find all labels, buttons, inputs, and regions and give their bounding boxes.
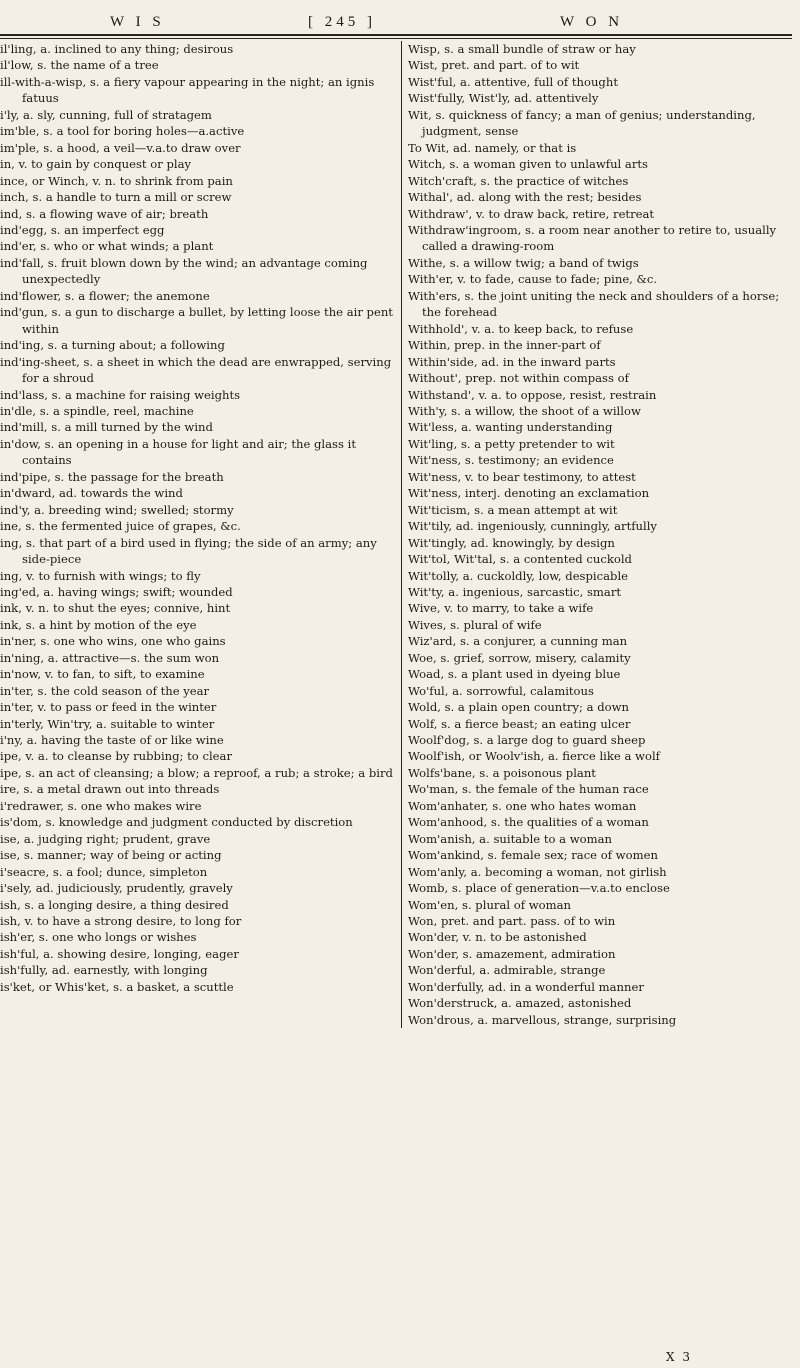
dictionary-entry: Wom'anhood, s. the qualities of a woman (408, 815, 649, 830)
dictionary-entry: in'terly, Win'try, a. suitable to winter (0, 716, 215, 731)
dictionary-entry: ill-with-a-wisp, s. a fiery vapour appearing in the night; an ignis fatuus (0, 74, 375, 106)
dictionary-entry: ing, v. to furnish with wings; to fly (0, 568, 201, 583)
dictionary-entry: Woolf'ish, or Woolv'ish, a. fierce like a wolf (408, 749, 660, 764)
page-number: [ 245 ] (308, 14, 376, 30)
dictionary-entry: ind'lass, s. a machine for raising weights (0, 387, 241, 402)
dictionary-entry: ing'ed, a. having wings; swift; wounded (0, 584, 233, 599)
entry-columns (0, 41, 792, 1028)
dictionary-entry: Wives, s. plural of wife (408, 617, 542, 632)
dictionary-entry: Withdraw'ingroom, s. a room near another to retire to, usually called a drawing-room (408, 222, 777, 254)
dictionary-entry: Womb, s. place of generation—v.a.to enclose (408, 881, 670, 896)
dictionary-entry: ipe, v. a. to cleanse by rubbing; to clear (0, 749, 232, 764)
dictionary-entry: i'sely, ad. judiciously, prudently, gravely (0, 881, 233, 896)
dictionary-entry: Without', prep. not within compass of (408, 371, 629, 386)
dictionary-entry: in'ter, v. to pass or feed in the winter (0, 700, 217, 715)
dictionary-entry: is'ket, or Whis'ket, s. a basket, a scuttle (0, 979, 234, 994)
dictionary-entry: Wit'ling, s. a petty pretender to wit (408, 436, 615, 451)
dictionary-entry: in'dward, ad. towards the wind (0, 486, 183, 501)
dictionary-entry: ind'er, s. who or what winds; a plant (0, 239, 214, 254)
dictionary-entry: ish'ful, a. showing desire, longing, eager (0, 946, 239, 961)
dictionary-entry: ind'fall, s. fruit blown down by the wind; an advantage coming unexpectedly (0, 255, 368, 287)
dictionary-entry: i'redrawer, s. one who makes wire (0, 798, 202, 813)
dictionary-entry: Within'side, ad. in the inward parts (408, 354, 616, 369)
dictionary-entry: Withdraw', v. to draw back, retire, retreat (408, 206, 655, 221)
dictionary-entry: Witch'craft, s. the practice of witches (408, 173, 629, 188)
dictionary-entry: Wolf, s. a fierce beast; an eating ulcer (408, 716, 631, 731)
dictionary-entry: ink, v. n. to shut the eyes; connive, hint (0, 601, 231, 616)
dictionary-entry: Withal', ad. along with the rest; besides (408, 190, 642, 205)
dictionary-entry: Won'der, s. amazement, admiration (408, 946, 616, 961)
dictionary-entry: in'ning, a. attractive—s. the sum won (0, 650, 220, 665)
dictionary-entry: Wom'anhater, s. one who hates woman (408, 798, 637, 813)
dictionary-entry: ish'fully, ad. earnestly, with longing (0, 963, 208, 978)
dictionary-entry: Won'der, v. n. to be astonished (408, 930, 587, 945)
dictionary-entry: ind'pipe, s. the passage for the breath (0, 469, 224, 484)
dictionary-entry: in'dow, s. an opening in a house for light and air; the glass it contains (0, 436, 356, 468)
dictionary-entry: Withstand', v. a. to oppose, resist, restrain (408, 387, 657, 402)
dictionary-entry: ind'ing-sheet, s. a sheet in which the dead are enwrapped, serving for a shroud (0, 354, 392, 386)
dictionary-entry: ire, s. a metal drawn out into threads (0, 782, 220, 797)
dictionary-entry: ise, a. judging right; prudent, grave (0, 831, 211, 846)
dictionary-entry: Wit'tol, Wit'tal, s. a contented cuckold (408, 552, 632, 567)
header-right-guide-word: W O N (560, 14, 624, 30)
dictionary-entry: Wit'tily, ad. ingeniously, cunningly, artfully (408, 519, 657, 534)
dictionary-entry: Wit'ness, s. testimony; an evidence (408, 453, 614, 468)
dictionary-entry: Wit'tolly, a. cuckoldly, low, despicable (408, 568, 629, 583)
header-left-guide-word: W I S (110, 14, 165, 30)
dictionary-entry: in, v. to gain by conquest or play (0, 157, 192, 172)
dictionary-entry: With'y, s. a willow, the shoot of a willow (408, 403, 641, 418)
dictionary-entry: Withe, s. a willow twig; a band of twigs (408, 255, 639, 270)
dictionary-entry: With'ers, s. the joint uniting the neck and shoulders of a horse; the forehead (408, 288, 780, 320)
dictionary-entry: Woolf'dog, s. a large dog to guard sheep (408, 733, 646, 748)
dictionary-entry: Wist, pret. and part. of to wit (408, 58, 580, 73)
dictionary-entry: ince, or Winch, v. n. to shrink from pain (0, 173, 233, 188)
dictionary-entry: in'ner, s. one who wins, one who gains (0, 634, 226, 649)
dictionary-entry: ish'er, s. one who longs or wishes (0, 930, 197, 945)
dictionary-entry: To Wit, ad. namely, or that is (408, 140, 577, 155)
signature-mark: X 3 (666, 1350, 692, 1364)
dictionary-entry: ise, s. manner; way of being or acting (0, 848, 222, 863)
dictionary-entry: Withhold', v. a. to keep back, to refuse (408, 321, 634, 336)
dictionary-entry: Wit'less, a. wanting understanding (408, 420, 613, 435)
dictionary-entry: Won'derfully, ad. in a wonderful manner (408, 979, 644, 994)
dictionary-entry: Wit, s. quickness of fancy; a man of genius; understanding, judgment, sense (408, 107, 756, 139)
dictionary-entry: in'ter, s. the cold season of the year (0, 683, 210, 698)
dictionary-entry: ish, s. a longing desire, a thing desired (0, 897, 229, 912)
dictionary-entry: ish, v. to have a strong desire, to long for (0, 914, 242, 929)
dictionary-entry: Wom'anish, a. suitable to a woman (408, 831, 613, 846)
left-column (0, 41, 402, 1028)
dictionary-entry: ind'flower, s. a flower; the anemone (0, 288, 210, 303)
dictionary-entry: in'now, v. to fan, to sift, to examine (0, 667, 205, 682)
dictionary-entry: im'ple, s. a hood, a veil—v.a.to draw over (0, 140, 241, 155)
right-column (402, 41, 792, 1028)
dictionary-entry: in'dle, s. a spindle, reel, machine (0, 403, 194, 418)
running-header (0, 10, 792, 34)
dictionary-entry: Won'derstruck, a. amazed, astonished (408, 996, 632, 1011)
dictionary-entry: Won'drous, a. marvellous, strange, surprising (408, 1012, 677, 1027)
dictionary-entry: i'ly, a. sly, cunning, full of stratagem (0, 107, 212, 122)
dictionary-entry: Wist'fully, Wist'ly, ad. attentively (408, 91, 599, 106)
dictionary-entry: Wo'ful, a. sorrowful, calamitous (408, 683, 594, 698)
dictionary-entry: Wist'ful, a. attentive, full of thought (408, 74, 618, 89)
dictionary-entry: ind'egg, s. an imperfect egg (0, 222, 165, 237)
dictionary-entry: Woad, s. a plant used in dyeing blue (408, 667, 621, 682)
dictionary-entry: is'dom, s. knowledge and judgment conducted by discretion (0, 815, 353, 830)
dictionary-entry: Wiz'ard, s. a conjurer, a cunning man (408, 634, 628, 649)
dictionary-entry: ipe, s. an act of cleansing; a blow; a reproof, a rub; a stroke; a bird (0, 765, 393, 780)
dictionary-entry: With'er, v. to fade, cause to fade; pine, &c. (408, 272, 658, 287)
dictionary-entry: im'ble, s. a tool for boring holes—a.active (0, 124, 245, 139)
dictionary-entry: Won'derful, a. admirable, strange (408, 963, 606, 978)
dictionary-entry: Wit'ness, v. to bear testimony, to attest (408, 469, 636, 484)
dictionary-entry: Wit'ty, a. ingenious, sarcastic, smart (408, 584, 622, 599)
dictionary-entry: Woe, s. grief, sorrow, misery, calamity (408, 650, 631, 665)
dictionary-entry: Within, prep. in the inner-part of (408, 338, 601, 353)
dictionary-entry: inch, s. a handle to turn a mill or screw (0, 190, 232, 205)
dictionary-entry: Wive, v. to marry, to take a wife (408, 601, 594, 616)
dictionary-entry: Wolfs'bane, s. a poisonous plant (408, 765, 596, 780)
dictionary-entry: il'ling, a. inclined to any thing; desirous (0, 42, 234, 56)
dictionary-entry: Wisp, s. a small bundle of straw or hay (408, 42, 636, 56)
dictionary-entry: Wom'en, s. plural of woman (408, 897, 571, 912)
dictionary-entry: Wit'ness, interj. denoting an exclamation (408, 486, 650, 501)
dictionary-entry: ind'mill, s. a mill turned by the wind (0, 420, 213, 435)
dictionary-entry: ink, s. a hint by motion of the eye (0, 617, 197, 632)
dictionary-entry: ind'y, a. breeding wind; swelled; stormy (0, 502, 234, 517)
dictionary-entry: i'ny, a. having the taste of or like wine (0, 733, 224, 748)
header-rule (0, 34, 792, 39)
dictionary-entry: ind'ing, s. a turning about; a following (0, 338, 225, 353)
dictionary-entry: ine, s. the fermented juice of grapes, &c. (0, 519, 241, 534)
dictionary-entry: ind, s. a flowing wave of air; breath (0, 206, 209, 221)
dictionary-entry: Wit'ticism, s. a mean attempt at wit (408, 502, 618, 517)
dictionary-entry: Wom'ankind, s. female sex; race of women (408, 848, 658, 863)
dictionary-entry: il'low, s. the name of a tree (0, 58, 159, 73)
dictionary-entry: Witch, s. a woman given to unlawful arts (408, 157, 648, 172)
dictionary-entry: ind'gun, s. a gun to discharge a bullet, by letting loose the air pent within (0, 305, 393, 336)
dictionary-entry: Won, pret. and part. pass. of to win (408, 914, 616, 929)
dictionary-entry: ing, s. that part of a bird used in flying; the side of an army; any side-piece (0, 535, 377, 567)
dictionary-entry: Wo'man, s. the female of the human race (408, 782, 649, 797)
dictionary-entry: i'seacre, s. a fool; dunce, simpleton (0, 864, 208, 879)
dictionary-entry: Wold, s. a plain open country; a down (408, 700, 629, 715)
dictionary-entry: Wom'anly, a. becoming a woman, not girlish (408, 864, 667, 879)
dictionary-entry: Wit'tingly, ad. knowingly, by design (408, 535, 615, 550)
